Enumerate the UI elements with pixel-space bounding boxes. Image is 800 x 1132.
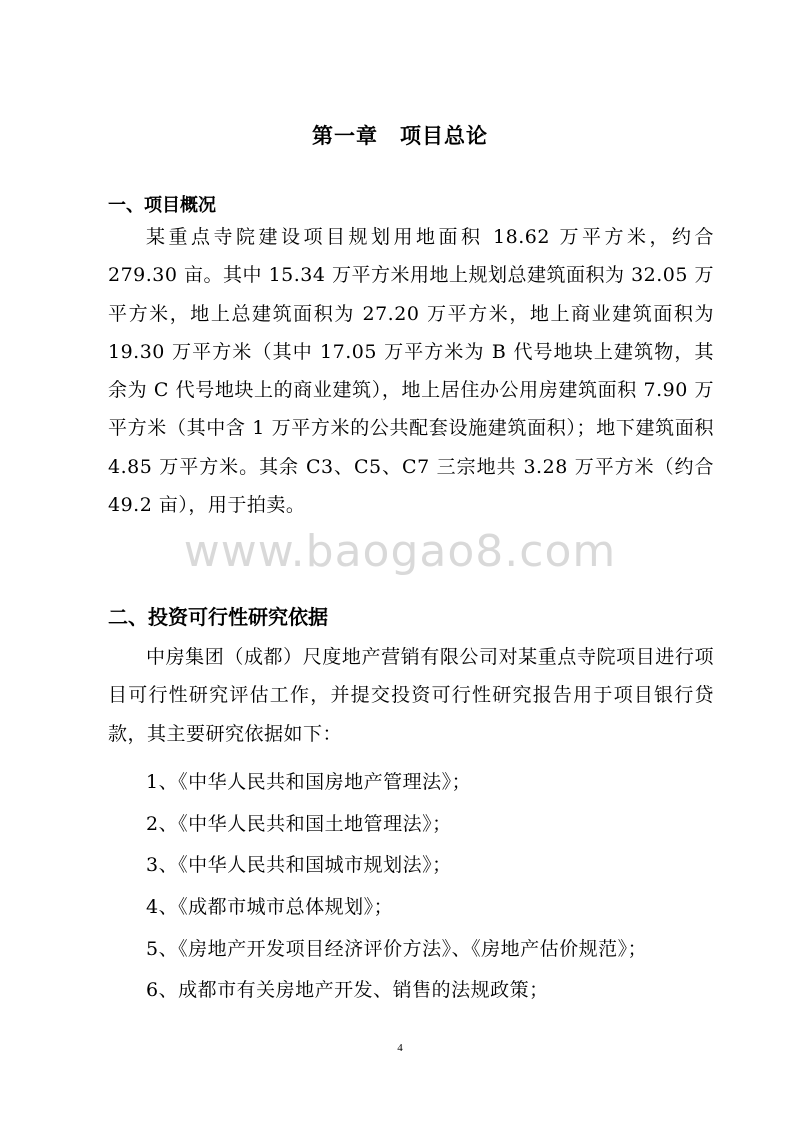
basis-list-item: 3、《中华人民共和国城市规划法》； bbox=[146, 854, 452, 877]
basis-list-item: 4、《成都市城市总体规划》； bbox=[146, 896, 394, 919]
section-heading-feasibility-basis: 二、投资可行性研究依据 bbox=[108, 605, 328, 629]
basis-list-item: 6、成都市有关房地产开发、销售的法规政策； bbox=[146, 979, 549, 1002]
basis-list bbox=[146, 762, 647, 1012]
section-heading-project-overview: 一、项目概况 bbox=[108, 195, 216, 216]
basis-list-item: 1、《中华人民共和国房地产管理法》； bbox=[146, 771, 472, 793]
watermark: www.baogao8.com bbox=[183, 526, 617, 577]
page-number: 4 bbox=[397, 1042, 403, 1054]
project-overview-paragraph: 某重点寺院建设项目规划用地面积 18.62 万平方米，约合 279.30 亩。其中 15.34 万平方米用地上规划总建筑面积为 32.05 万平方米，地上总建筑面积为 27.20 万平方米，地上商业建筑面积为 19.30 万平方米（其中 17.05 万平方米为 B 代号地块上建筑物，其余为 C 代号地块上的商业建筑），地上居住办公用房建筑面积 7.90 万平方米（其中含 1 万平方米的公共配套设施建筑面积）；地下建筑面积 4.85 万平方米。其余 C3、C5、C7 三宗地共 3.28 万平方米（约合 49.2 亩），用于拍卖。 bbox=[108, 226, 714, 517]
feasibility-basis-paragraph: 中房集团（成都）尺度地产营销有限公司对某重点寺院项目进行项目可行性研究评估工作，并提交投资可行性研究报告用于项目银行贷款，其主要研究依据如下： bbox=[108, 646, 714, 745]
chapter-title: 第一章 项目总论 bbox=[312, 124, 488, 148]
basis-list-item: 2、《中华人民共和国土地管理法》； bbox=[146, 812, 452, 835]
basis-list-item: 5、《房地产开发项目经济评价方法》、《房地产估价规范》； bbox=[146, 937, 648, 960]
